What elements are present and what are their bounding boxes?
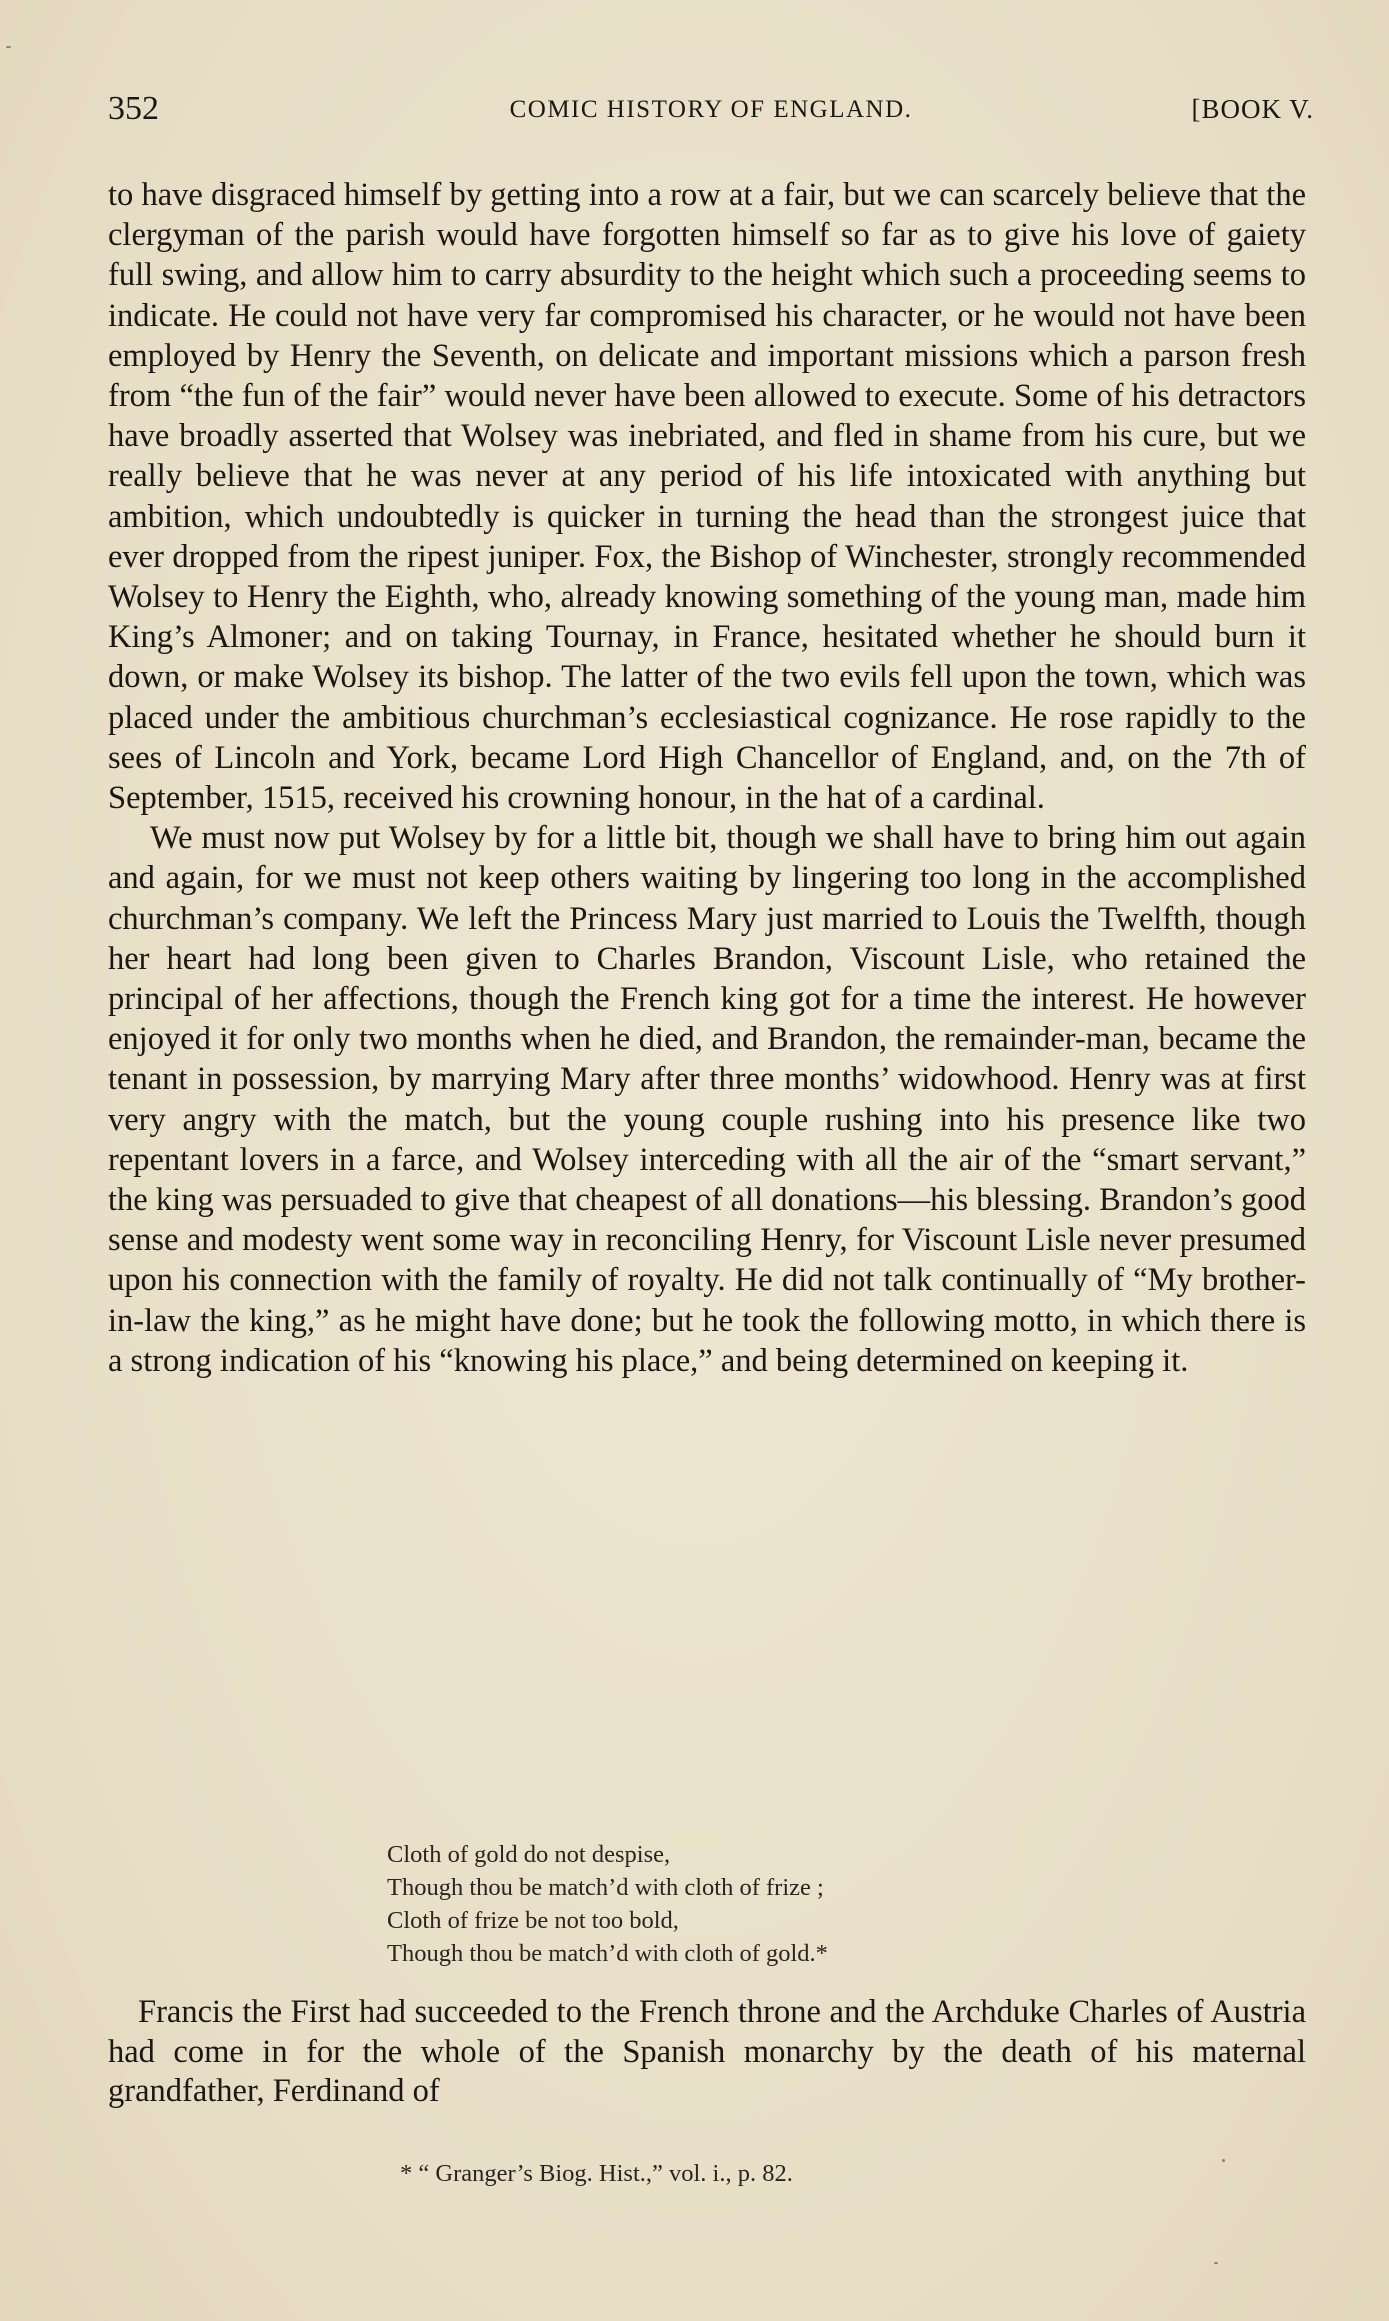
paper-speck (6, 46, 11, 48)
paragraph-continued: to have disgraced himself by getting into a row at a fair, but we can scarcely believe that the clergyman of the parish would have forgotten himself so far as to give his love of gaiety full swing, and allow him to carry absurdity to the height which such a proceeding seems to indicate. He could not have very far compromised his character, or he would not have been employed by Henry the Seventh, on delicate and important missions which a parson fresh from “the fun of the fair” would never have been allowed to execute. Some of his detractors have broadly asserted that Wolsey was inebriated, and fled in shame from his cure, but we really believe that he was never at any period of his life intoxicated with anything but ambition, which undoubtedly is quicker in turning the head than the strongest juice that ever dropped from the ripest juniper. Fox, the Bishop of Winchester, strongly recommended Wolsey to Henry the Eighth, who, already knowing something of the young man, made him King’s Almoner; and on taking Tournay, in France, hesitated whether he should burn it down, or make Wolsey its bishop. The latter of the two evils fell upon the town, which was placed under the ambitious churchman’s ecclesiastical cognizance. He rose rapidly to the sees of Lincoln and York, became Lord High Chancellor of England, and, on the 7th of September, 1515, received his crowning honour, in the hat of a cardinal. (108, 177, 1306, 817)
closing-text (108, 1993, 1306, 2112)
paper-speck (1222, 2159, 1225, 2162)
verse-line: Cloth of frize be not too bold, (387, 1907, 679, 1934)
verse-line: Cloth of gold do not despise, (387, 1841, 671, 1868)
motto-verse (387, 1838, 828, 1970)
paper-speck (1214, 2262, 1218, 2264)
main-text (108, 175, 1306, 1381)
verse-line: Though thou be match’d with cloth of gold.* (387, 1940, 828, 1967)
running-title: COMIC HISTORY OF ENGLAND. (509, 96, 913, 123)
footnote: * “ Granger’s Biog. Hist.,” vol. i., p. 82. (400, 2160, 793, 2187)
verse-line: Though thou be match’d with cloth of frize ; (387, 1874, 824, 1901)
paragraph: We must now put Wolsey by for a little bit, though we shall have to bring him out again and again, for we must not keep others waiting by lingering too long in the accomplished churchman’s company. We left the Princess Mary just married to Louis the Twelfth, though her heart had long been given to Charles Brandon, Viscount Lisle, who retained the principal of her affections, though the French king got for a time the interest. He however enjoyed it for only two months when he died, and Brandon, the remainder-man, became the tenant in possession, by marrying Mary after three months’ widowhood. Henry was at first very angry with the match, but the young couple rushing into his presence like two repentant lovers in a farce, and Wolsey interceding with all the air of the “smart servant,” the king was persuaded to give that cheapest of all donations—his blessing. Brandon’s good sense and modesty went some way in reconciling Henry, for Viscount Lisle never presumed upon his connection with the family of royalty. He did not talk continually of “My brother-in-law the king,” as he might have done; but he took the following motto, in which there is a strong indication of his “knowing his place,” and being determined on keeping it. (108, 820, 1306, 1379)
page-number: 352 (108, 90, 159, 127)
book-label: [BOOK V. (1191, 94, 1314, 124)
paragraph: Francis the First had succeeded to the French throne and the Archduke Charles of Austria had come in for the whole of the Spanish monarchy by the death of his maternal grandfather, Ferdinand of (108, 1994, 1306, 2109)
page-header (108, 90, 1314, 134)
